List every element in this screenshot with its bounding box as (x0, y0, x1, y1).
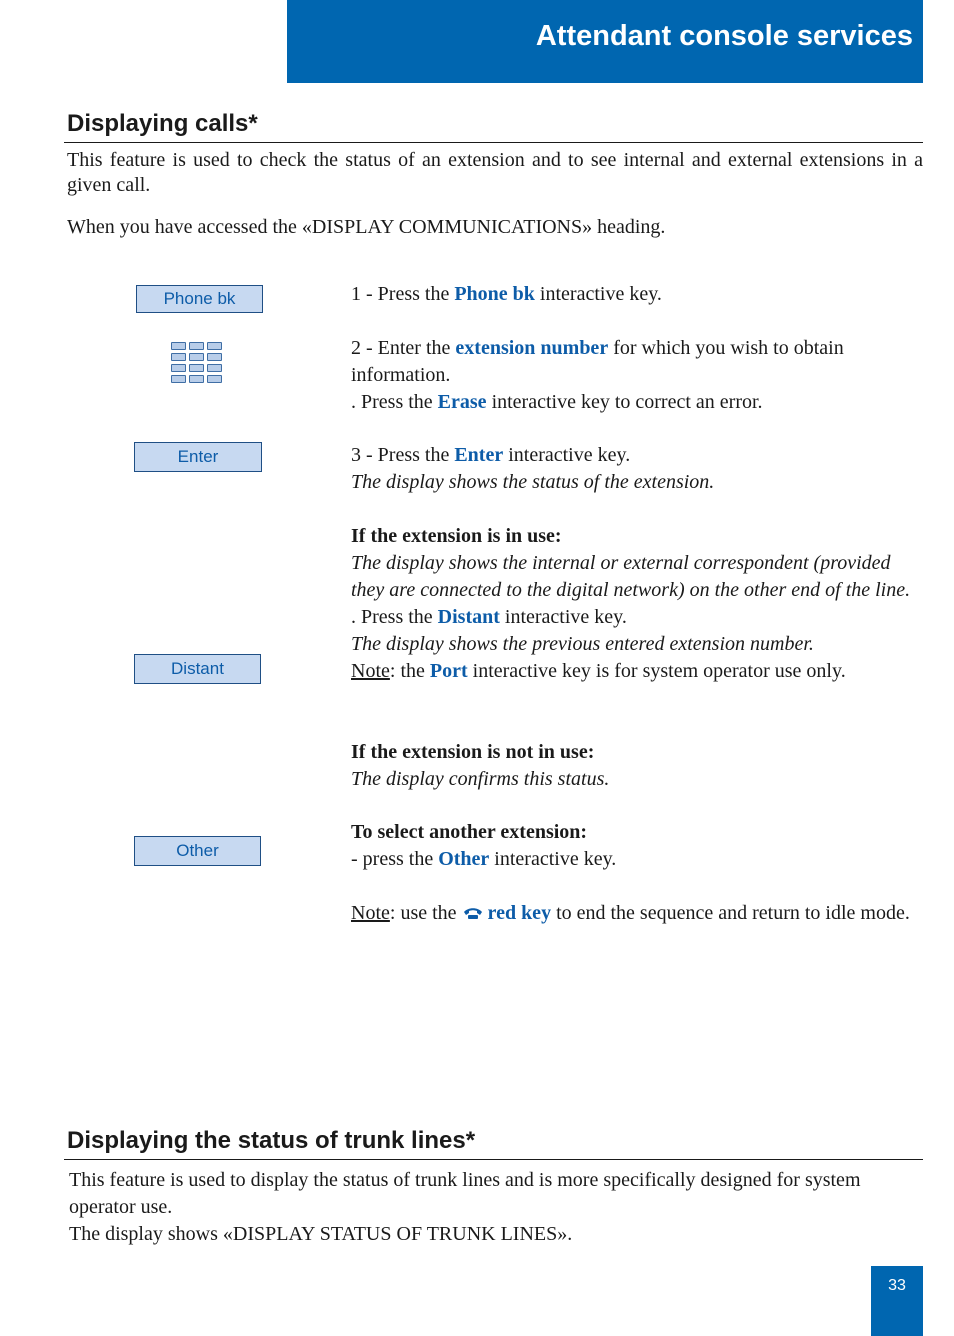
not-in-use-text: The display confirms this status. (351, 768, 610, 790)
header-band (287, 0, 923, 83)
key-ref-distant: Distant (437, 606, 500, 628)
trunk-lines-paragraph: This feature is used to display the status of trunk lines and is more specifically designed for system operator use. The display shows «DISPLAY STATUS OF TRUNK LINES». (69, 1169, 861, 1245)
another-extension-block: To select another extension: - press the Other interactive key. (351, 821, 617, 870)
distant-key[interactable]: Distant (134, 654, 261, 684)
enter-key[interactable]: Enter (134, 442, 262, 472)
phone-bk-key[interactable]: Phone bk (136, 285, 263, 313)
other-key[interactable]: Other (134, 836, 261, 866)
in-use-heading: If the extension is in use: (351, 525, 562, 547)
key-ref-phone-bk: Phone bk (454, 283, 535, 305)
key-ref-port: Port (429, 660, 468, 682)
intro-paragraph: This feature is used to check the status of an extension and to see internal and external extensions in a given call. (67, 149, 923, 196)
in-use-block: If the extension is in use: The display shows the internal or external correspondent (provided they are connected to the digital network) on the other end of the line. . Press the Distant interactive key. The display shows the previous entered extension number. Note: the Port interactive key is for system operator use only. (351, 525, 911, 682)
step-3: 3 - Press the Enter interactive key. The display shows the status of the extension. (351, 444, 715, 493)
access-paragraph: When you have accessed the «DISPLAY COMMUNICATIONS» heading. (67, 216, 666, 238)
keypad-icon (171, 342, 225, 386)
key-ref-erase: Erase (437, 391, 487, 413)
step-2: 2 - Enter the extension number for which you wish to obtain information. . Press the Erase interactive key to correct an error. (351, 337, 844, 413)
section-divider (64, 1159, 923, 1160)
note-label: Note (351, 660, 390, 682)
another-extension-heading: To select another extension: (351, 821, 588, 843)
key-ref-other: Other (438, 848, 490, 870)
step-1: 1 - Press the Phone bk interactive key. (351, 283, 662, 305)
not-in-use-block (351, 739, 923, 793)
not-in-use-heading: If the extension is not in use: (351, 741, 595, 763)
key-ref-extension-number: extension number (455, 337, 609, 359)
in-use-text: The display shows the internal or external correspondent (provided they are connected to the digital network) on the other end of the line. (351, 552, 911, 601)
key-ref-red-key: red key (487, 902, 552, 924)
section-title-trunk-lines: Displaying the status of trunk lines* (67, 1127, 476, 1154)
page-number-box (871, 1266, 923, 1336)
page-title: Attendant console services (535, 20, 913, 52)
key-ref-enter: Enter (454, 444, 504, 466)
page-number: 33 (888, 1277, 906, 1294)
step-3-result: The display shows the status of the extension. (351, 471, 715, 493)
section-title-displaying-calls: Displaying calls* (67, 110, 258, 137)
note-label: Note (351, 902, 390, 924)
red-key-note: Note: use the red key to end the sequence and return to idle mode. (351, 902, 910, 924)
hang-up-phone-icon (462, 906, 484, 920)
distant-result: The display shows the previous entered extension number. (351, 633, 814, 655)
section-divider (64, 142, 923, 143)
